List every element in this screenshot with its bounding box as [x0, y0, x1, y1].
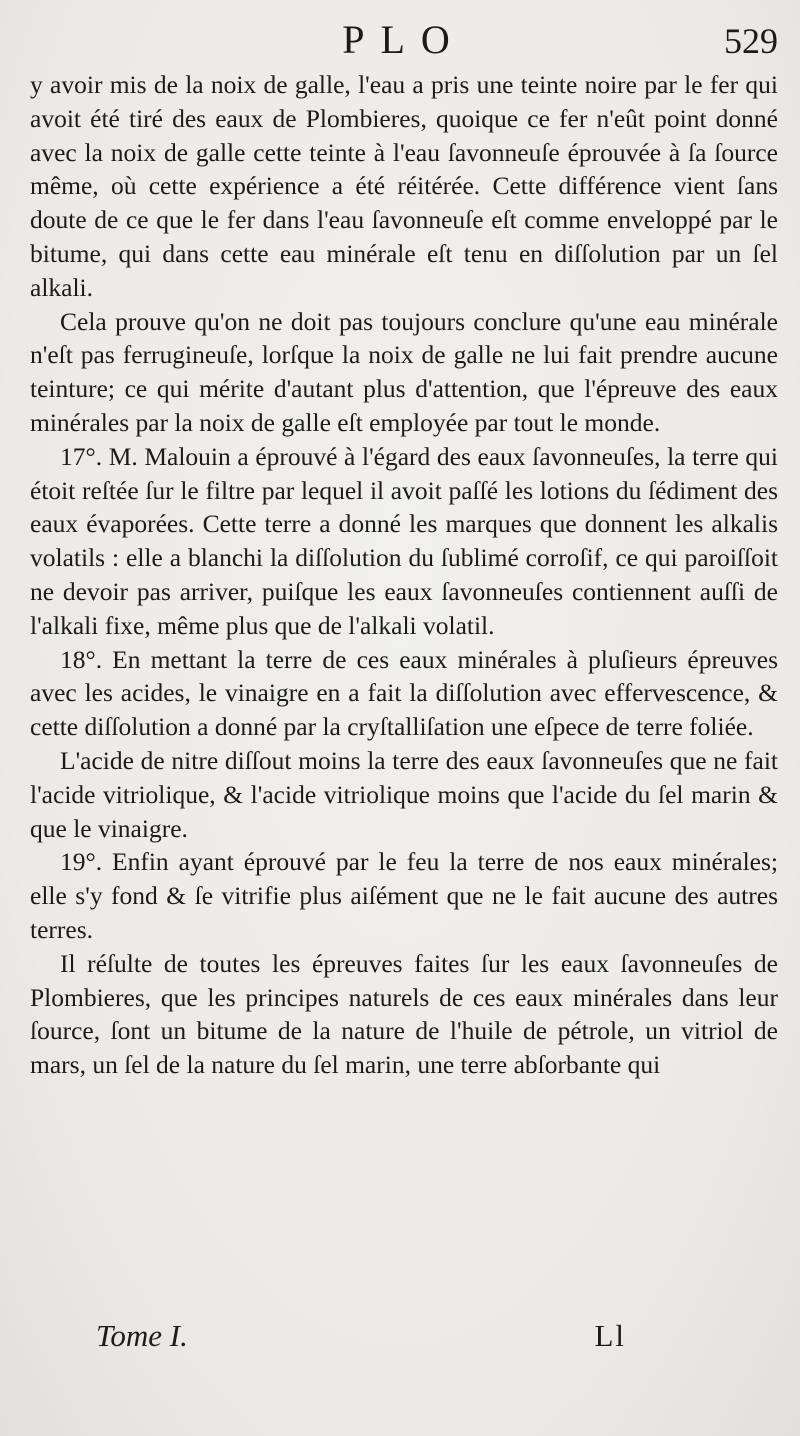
paragraph-continuation: y avoir mis de la noix de galle, l'eau a pris une teinte noire par le fer qui avoit été tiré des eaux de Plombieres, quoique ce fer n'eût point donné avec la noix de galle cette teinte à l'eau ſavonneuſe éprouvée à ſa ſource même, où cette expérience a été réitérée. Cette différence vient ſans doute de ce que le fer dans l'eau ſavonneuſe eſt comme enveloppé par le bitume, qui dans cette eau minérale eſt tenu en diſſolution par un ſel alkali. [30, 70, 778, 302]
paragraph-item-19: 19°. Enfin ayant éprouvé par le feu la terre de nos eaux minérales; elle s'y fond & ſe vitrifie plus aiſément que ne le fait aucune des autres terres. [30, 847, 778, 944]
page-header [30, 16, 778, 70]
running-head: PLO [342, 17, 466, 62]
page-footer [96, 1318, 626, 1360]
volume-label: Tome I. [96, 1318, 188, 1353]
paragraph: L'acide de nitre diſſout moins la terre des eaux ſavonneuſes que ne fait l'acide vitriolique, & l'acide vitriolique moins que l'acide du ſel marin & que le vinaigre. [30, 745, 778, 843]
paragraph: Il réſulte de toutes les épreuves faites ſur les eaux ſavonneuſes de Plombieres, que les principes naturels de ces eaux minérales dans leur ſource, ſont un bitume de la nature de l'huile de pétrole, un vitriol de mars, un ſel de la nature du ſel marin, une terre abſorbante qui [30, 948, 778, 1080]
paragraph: Cela prouve qu'on ne doit pas toujours conclure qu'une eau minérale n'eſt pas ferrugineuſe, lorſque la noix de galle ne lui fait prendre aucune teinture; ce qui mérite d'autant plus d'attention, que l'épreuve des eaux minérales par la noix de galle eſt employée par tout le monde. [30, 306, 778, 437]
body-text [30, 68, 778, 1082]
paragraph-item-18: 18°. En mettant la terre de ces eaux minérales à pluſieurs épreuves avec les acides, le vinaigre en a fait la diſſolution avec effervescence, & cette diſſolution a donné par la cryſtalliſation une eſpece de terre foliée. [30, 644, 778, 742]
page-number: 529 [724, 21, 778, 61]
signature-mark: Ll [594, 1318, 626, 1353]
paragraph-item-17: 17°. M. Malouin a éprouvé à l'égard des eaux ſavonneuſes, la terre qui étoit reſtée ſur le filtre par lequel il avoit paſſé les lotions du ſédiment des eaux évaporées. Cette terre a donné les marques que donnent les alkalis volatils : elle a blanchi la diſſolution du ſublimé corroſif, ce qui paroiſſoit ne devoir pas arriver, puiſque les eaux ſavonneuſes contiennent auſſi de l'alkali fixe, même plus que de l'alkali volatil. [30, 441, 778, 640]
